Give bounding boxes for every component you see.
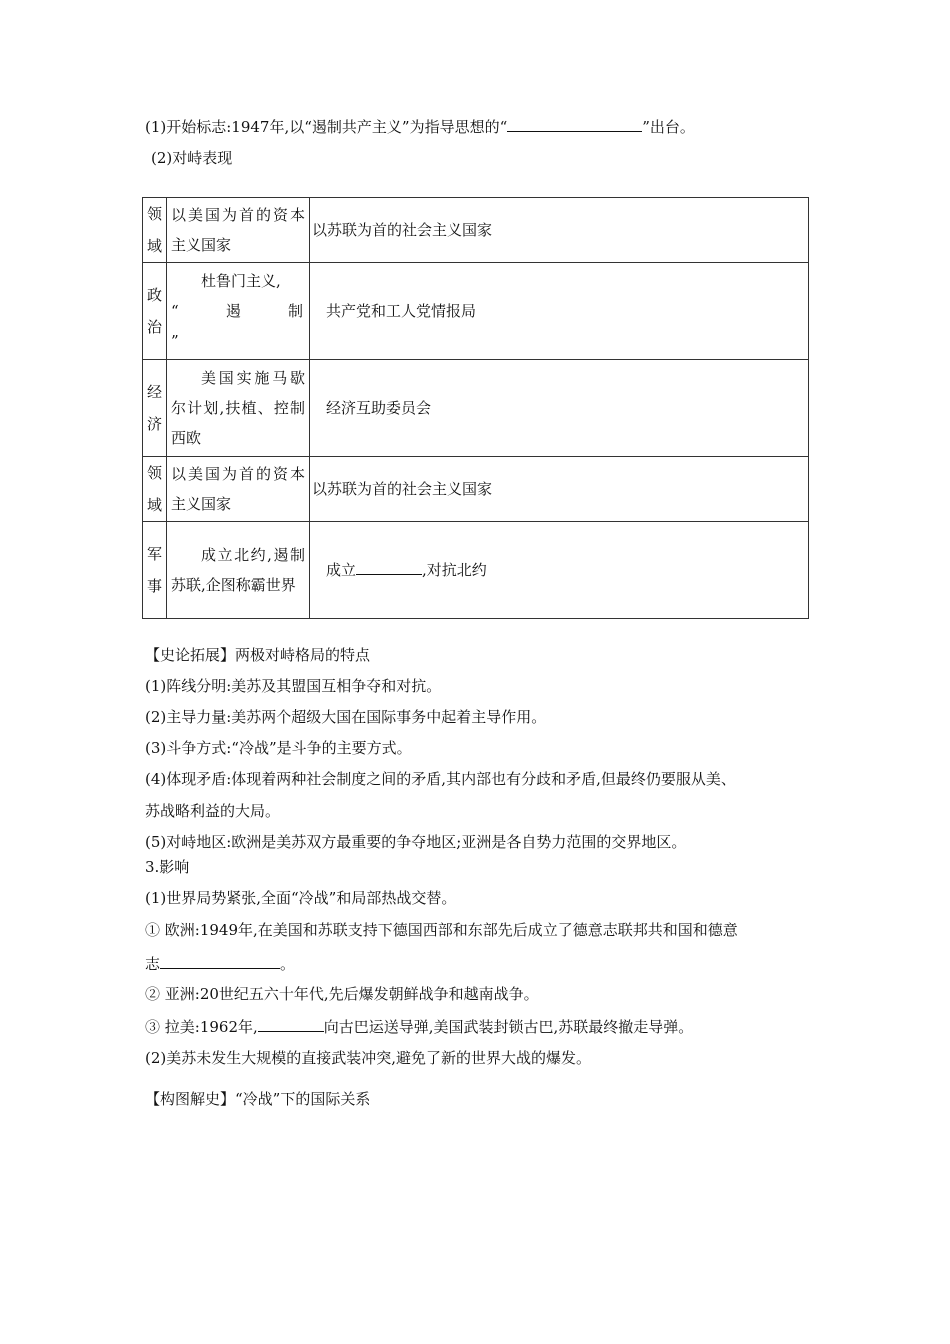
diagram-title: 【构图解史】“冷战”下的国际关系 [145, 1090, 371, 1108]
extension-point-2: (2)主导力量:美苏两个超级大国在国际事务中起着主导作用。 [145, 708, 547, 726]
start-sign-text: (1)开始标志:1947年,以“遏制共产主义”为指导思想的“ [145, 118, 508, 136]
table-row [143, 457, 809, 522]
impact-europe: ① 欧洲:1949年,在美国和苏联支持下德国西部和东部先后成立了德意志联邦共和国和德意 [145, 921, 738, 939]
impact-latam: ③ 拉美:1962年, 向古巴运送导弹,美国武装封锁古巴,苏联最终撤走导弹。 [145, 1018, 694, 1036]
extension-title: 【史论拓展】两极对峙格局的特点 [145, 646, 371, 664]
us-cell: 杜鲁门主义, “ 遏 制 ” [167, 263, 310, 360]
start-sign-line [145, 116, 695, 137]
su-cell: 以苏联为首的社会主义国家 [310, 457, 809, 522]
answer-blank[interactable] [160, 953, 280, 969]
us-cell: 以美国为首的资本主义国家 [167, 198, 310, 263]
table-row [143, 198, 809, 263]
comparison-table [142, 197, 809, 619]
su-cell: 共产党和工人党情报局 [310, 263, 809, 360]
start-sign-text-end: ”出台。 [642, 118, 695, 136]
table-row [143, 522, 809, 619]
field-cell: 政 治 [143, 263, 167, 360]
field-cell: 领 域 [143, 457, 167, 522]
su-cell: 经济互助委员会 [310, 360, 809, 457]
table-row [143, 360, 809, 457]
answer-blank[interactable] [507, 116, 642, 132]
su-cell: 以苏联为首的社会主义国家 [310, 198, 809, 263]
impact-point-1: (1)世界局势紧张,全面“冷战”和局部热战交替。 [145, 889, 457, 907]
field-cell: 军 事 [143, 522, 167, 619]
su-cell: 成立 ,对抗北约 [310, 522, 809, 619]
extension-point-1: (1)阵线分明:美苏及其盟国互相争夺和对抗。 [145, 677, 442, 695]
impact-point-2: (2)美苏未发生大规模的直接武装冲突,避免了新的世界大战的爆发。 [145, 1049, 592, 1067]
answer-blank[interactable] [356, 559, 422, 575]
us-cell: 以美国为首的资本主义国家 [167, 457, 310, 522]
field-cell: 经 济 [143, 360, 167, 457]
field-cell: 领 域 [143, 198, 167, 263]
table-row [143, 263, 809, 360]
extension-point-3: (3)斗争方式:“冷战”是斗争的主要方式。 [145, 739, 412, 757]
extension-point-5: (5)对峙地区:欧洲是美苏双方最重要的争夺地区;亚洲是各自势力范围的交界地区。 [145, 833, 687, 851]
extension-point-4: (4)体现矛盾:体现着两种社会制度之间的矛盾,其内部也有分歧和矛盾,但最终仍要服从美、 [145, 770, 736, 788]
us-cell: 成立北约,遏制苏联,企图称霸世界 [167, 522, 310, 619]
extension-point-4-cont: 苏战略利益的大局。 [145, 802, 281, 820]
us-cell: 美国实施马歇尔计划,扶植、控制西欧 [167, 360, 310, 457]
confrontation-heading: (2)对峙表现 [151, 149, 233, 167]
impact-asia: ② 亚洲:20世纪五六十年代,先后爆发朝鲜战争和越南战争。 [145, 985, 539, 1003]
answer-blank[interactable] [258, 1016, 324, 1032]
impact-europe-cont: 志 。 [145, 955, 296, 973]
impact-heading: 3.影响 [145, 858, 190, 876]
